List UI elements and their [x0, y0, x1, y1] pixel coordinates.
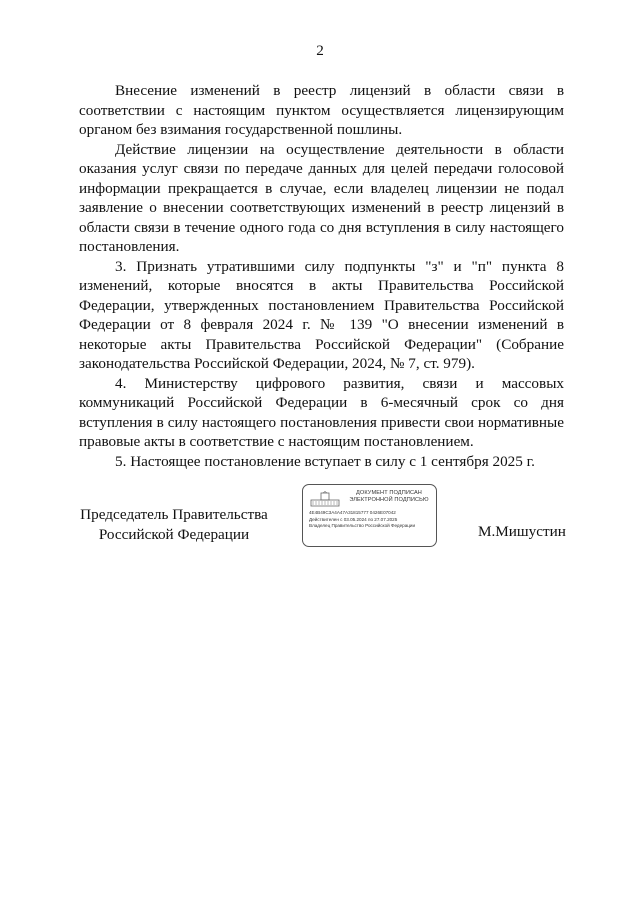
stamp-title — [345, 490, 433, 504]
page-number: 2 — [316, 42, 324, 59]
stamp-owner: Владелец Правительство Российской Федерации — [309, 523, 416, 528]
paragraph-item-4: 4. Министерству цифрового развития, связи и массовых коммуникаций Российской Федерации в 6-месячный срок со дня вступления в силу настоящего постановления привести свои нормативные правовые акты в соответствие с настоящим постановлением. — [79, 374, 564, 450]
stamp-certificate: 4E4B49C3A4A47A31815777 0426E07042 — [309, 510, 396, 515]
stamp-title-line2: ЭЛЕКТРОННОЙ ПОДПИСЬЮ — [349, 497, 429, 503]
stamp-title-line1: ДОКУМЕНТ ПОДПИСАН — [356, 490, 422, 496]
signatory-position-line1: Председатель Правительства — [80, 506, 268, 523]
paragraph-license-termination: Действие лицензии на осуществление деятельности в области оказания услуг связи по передаче данных для целей передачи голосовой информации прекращается в случае, если владелец лицензии не подал заявление о внесении соответствующих изменений в реестр лицензий в области связи в течение одного года со дня вступления в силу настоящего постановления. — [79, 140, 564, 255]
electronic-signature-stamp — [302, 484, 437, 547]
signatory-name: М.Мишустин — [478, 523, 566, 540]
paragraph-item-5: 5. Настоящее постановление вступает в силу с 1 сентября 2025 г. — [115, 452, 535, 470]
coat-of-arms-icon — [310, 491, 340, 507]
signatory-position — [74, 505, 274, 544]
document-body — [79, 81, 564, 471]
signatory-position-line2: Российской Федерации — [98, 525, 250, 543]
paragraph-item-3: 3. Признать утратившими силу подпункты "з" и "п" пункта 8 изменений, которые вносятся в акты Правительства Российской Федерации, утвержденных постановлением Правительства Российской Федерации от 8 февраля 2024 г. № 139 "О внесении изменений в некоторые акты Правительства Российской Федерации" (Собрание законодательства Российской Федерации, 2024, № 7, ст. 979). — [79, 257, 564, 372]
stamp-validity: Действителен с 03.05.2024 по 27.07.2025 — [309, 517, 398, 522]
paragraph-registry-changes: Внесение изменений в реестр лицензий в области связи в соответствии с настоящим пунктом осуществляется лицензирующим органом без взимания государственной пошлины. — [79, 82, 564, 138]
